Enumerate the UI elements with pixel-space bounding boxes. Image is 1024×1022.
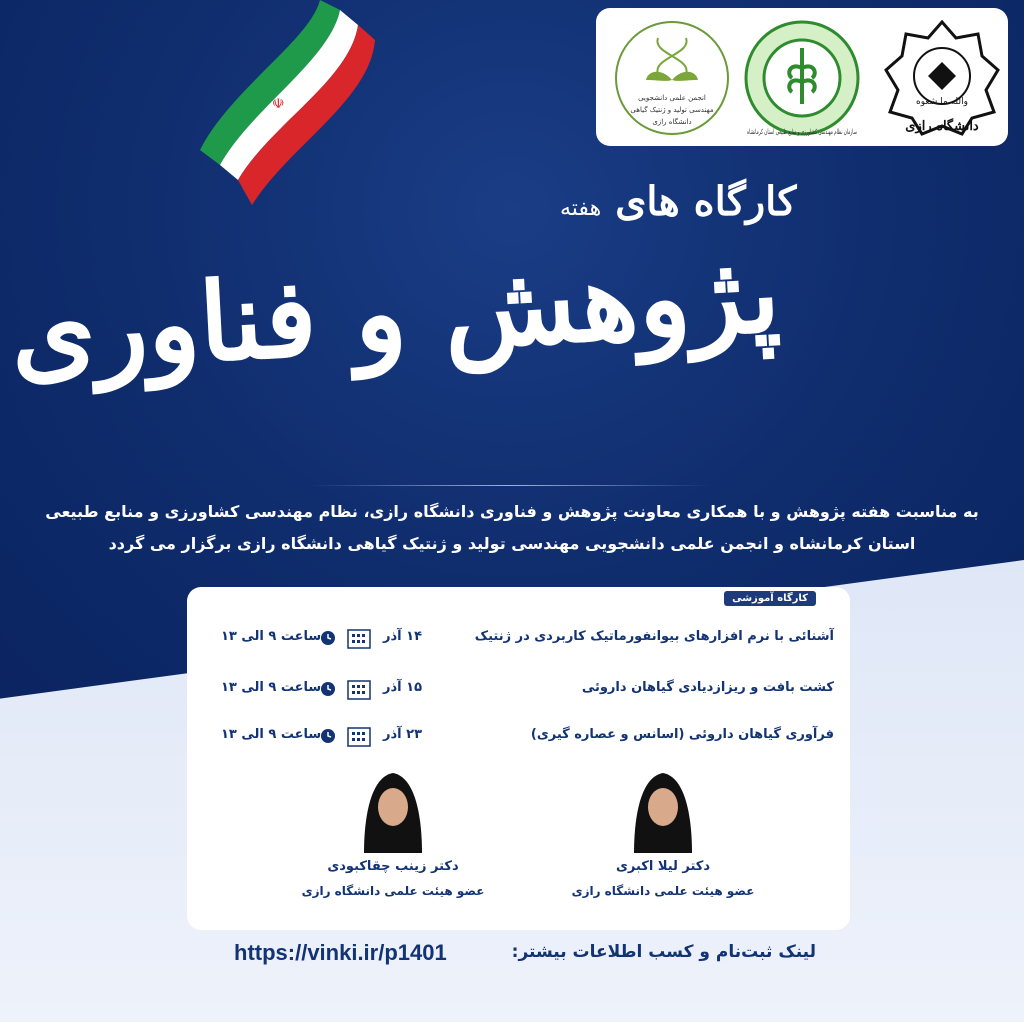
student-assoc-line1: انجمن علمی دانشجویی	[638, 94, 706, 102]
workshop-date: ۲۳ آذر	[383, 727, 423, 742]
workshop-tag: کارگاه آموزشی	[724, 591, 816, 606]
instructor-1	[543, 767, 783, 898]
workshop-row	[187, 676, 850, 706]
engineering-org-logo	[742, 18, 862, 138]
engineering-org-text: سازمان نظام مهندسی کشاورزی و منابع طبیعی استان کرمانشاه	[747, 128, 858, 136]
divider-line	[310, 485, 710, 486]
intro-line-2: استان کرمانشاه و انجمن علمی دانشجویی مهندسی تولید و ژنتیک گیاهی دانشگاه رازی برگزار می گردد	[108, 534, 916, 553]
instructor-photo	[356, 767, 430, 853]
headline-small-part2: هفته	[560, 196, 602, 221]
workshop-row	[187, 625, 850, 655]
intro-text	[20, 496, 1004, 560]
workshop-title: کشت بافت و ریزازدیادی گیاهان داروئی	[581, 680, 834, 695]
workshop-time: ساعت ۹ الی ۱۳	[221, 727, 322, 742]
workshop-title: فرآوری گیاهان داروئی (اسانس و عصاره گیری)	[530, 727, 834, 742]
instructor-role: عضو هیئت علمی دانشگاه رازی	[301, 884, 485, 898]
logos-panel	[596, 8, 1008, 146]
workshop-date: ۱۵ آذر	[383, 680, 423, 695]
headline-small-part1: کارگاه های	[615, 178, 797, 225]
calendar-icon	[347, 680, 371, 700]
razi-motto-text: والله ما شعوه	[916, 97, 968, 107]
headline-big: پژوهش و فناوری	[7, 230, 783, 397]
workshop-title: آشنائی با نرم افزارهای بیوانفورماتیک کاربردی در ژنتیک	[474, 629, 834, 644]
instructor-name: دکتر زینب چقاکبودی	[327, 859, 459, 874]
workshop-row	[187, 723, 850, 753]
student-association-logo	[612, 18, 732, 138]
instructor-photo	[626, 767, 700, 853]
clock-icon	[320, 728, 336, 744]
workshop-date: ۱۴ آذر	[383, 629, 423, 644]
flag-ribbon-graphic	[190, 0, 380, 210]
workshop-time: ساعت ۹ الی ۱۳	[221, 680, 322, 695]
registration-label: لینک ثبت‌نام و کسب اطلاعات بیشتر:	[511, 942, 816, 962]
intro-line-1: به مناسبت هفته پژوهش و با همکاری معاونت پژوهش و فناوری دانشگاه رازی، نظام مهندسی کشاورزی و منابع طبیعی	[45, 502, 979, 521]
razi-university-logo	[882, 18, 1002, 138]
footer	[0, 938, 1024, 970]
registration-link[interactable]: https://vinki.ir/p1401	[234, 940, 447, 965]
clock-icon	[320, 630, 336, 646]
student-assoc-line3: دانشگاه رازی	[652, 118, 692, 126]
instructor-name: دکتر لیلا اکبری	[615, 859, 711, 874]
instructor-2	[273, 767, 513, 898]
student-assoc-line2: مهندسی تولید و ژنتیک گیاهی	[630, 106, 714, 114]
calendar-icon	[347, 727, 371, 747]
razi-university-text: دانشگاه رازی	[905, 119, 979, 134]
headline-small	[560, 178, 796, 225]
svg-text:☫: ☫	[272, 96, 285, 112]
instructor-role: عضو هیئت علمی دانشگاه رازی	[571, 884, 755, 898]
clock-icon	[320, 681, 336, 697]
calendar-icon	[347, 629, 371, 649]
workshop-card	[187, 587, 850, 930]
workshop-time: ساعت ۹ الی ۱۳	[221, 629, 322, 644]
